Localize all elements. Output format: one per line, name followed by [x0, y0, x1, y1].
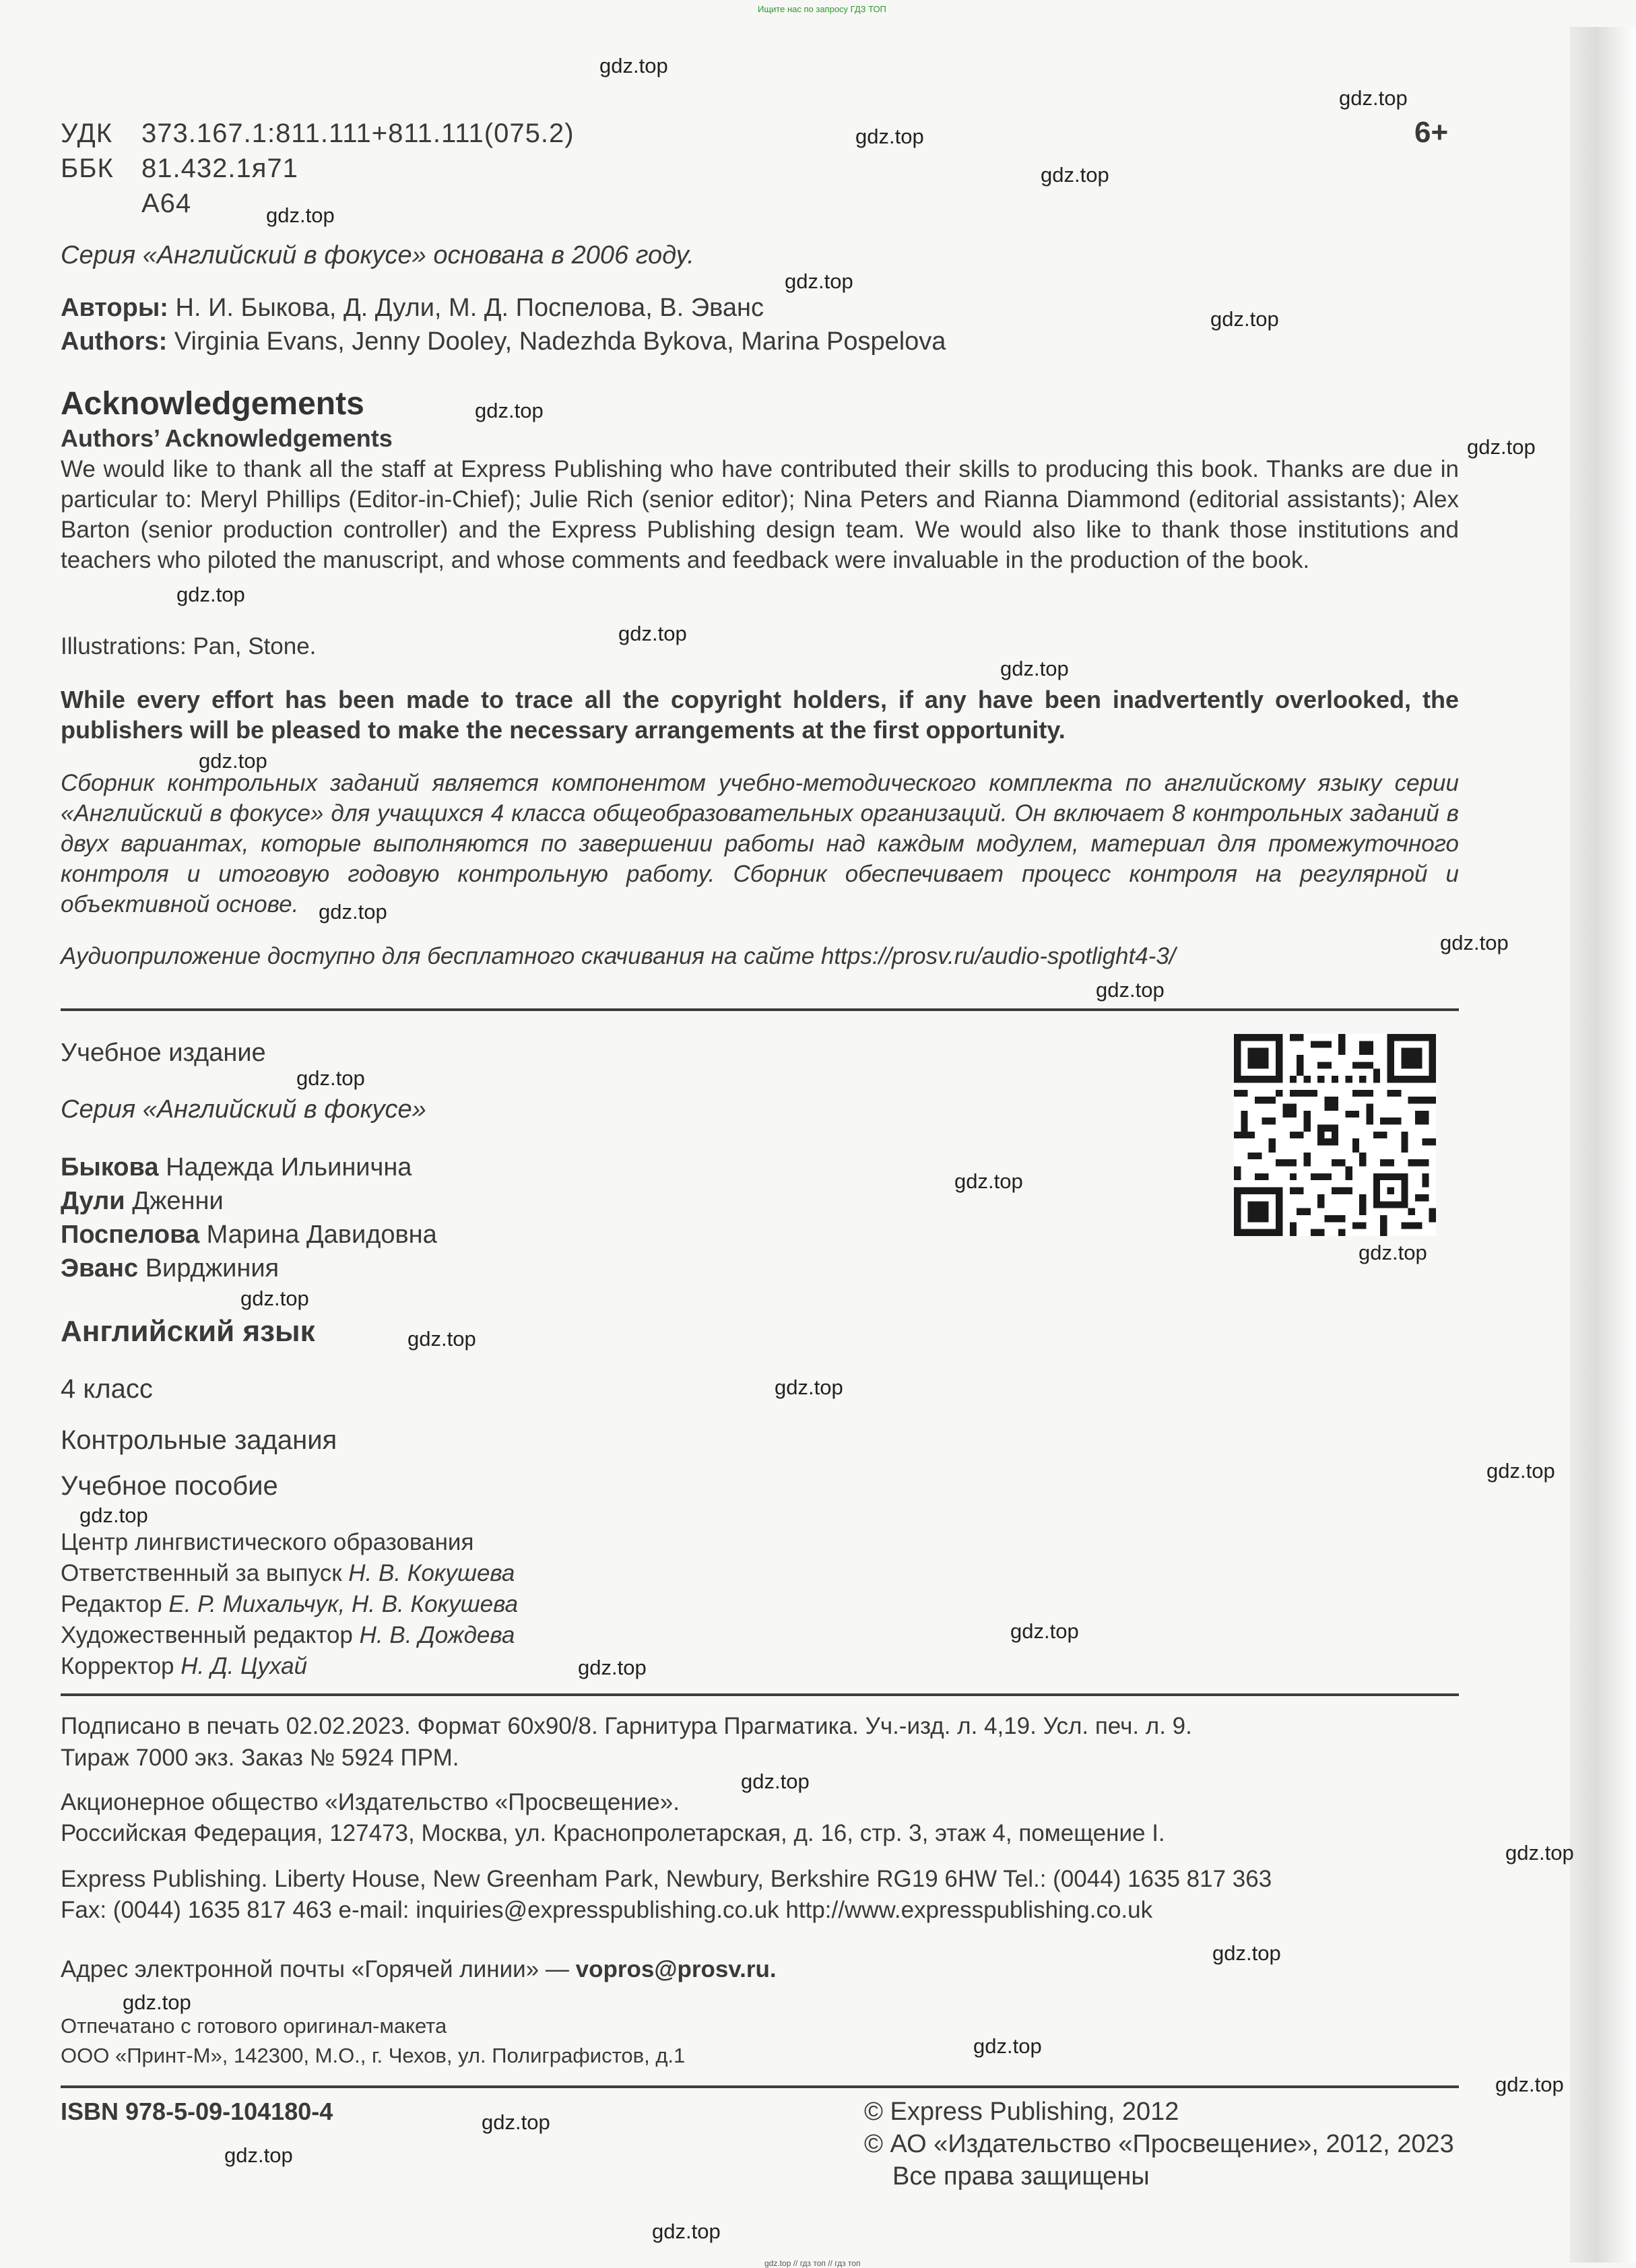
acknowledgements-heading: Acknowledgements: [61, 386, 364, 422]
bbk-label: ББК: [61, 154, 114, 183]
watermark: gdz.top: [123, 1990, 191, 2014]
watermark: gdz.top: [1096, 978, 1165, 1002]
credit-person: Е. Р. Михальчук, Н. В. Кокушева: [168, 1591, 519, 1617]
authors-ru: Н. И. Быкова, Д. Дули, М. Д. Поспелова, В. Эванс: [175, 294, 764, 322]
author-name: Марина Давидовна: [206, 1221, 437, 1249]
credit-person: Н. В. Кокушева: [348, 1560, 515, 1586]
credit-role: Ответственный за выпуск: [61, 1560, 342, 1586]
copyright-express: © Express Publishing, 2012: [864, 2098, 1179, 2126]
credit-line: [61, 1622, 515, 1649]
watermark: gdz.top: [1505, 1841, 1574, 1865]
series-name: Серия «Английский в фокусе»: [61, 1095, 426, 1124]
watermark: gdz.top: [224, 2143, 293, 2167]
watermark: gdz.top: [1212, 1941, 1281, 1965]
divider: [61, 2085, 1459, 2088]
watermark: gdz.top: [319, 900, 387, 924]
isbn: ISBN 978-5-09-104180-4: [61, 2098, 333, 2125]
watermark: gdz.top: [1467, 435, 1536, 459]
watermark: gdz.top: [176, 583, 245, 606]
credit-line: [61, 1653, 307, 1680]
author-entry: [61, 1221, 437, 1250]
authors-ru-label: Авторы:: [61, 294, 168, 322]
authors-en-label: Authors:: [61, 327, 168, 356]
age-rating: 6+: [1414, 116, 1449, 149]
credit-line: [61, 1560, 515, 1587]
publisher-line: Акционерное общество «Издательство «Просвещение».: [61, 1789, 680, 1815]
center: Центр лингвистического образования: [61, 1529, 474, 1555]
edition-type: Учебное издание: [61, 1039, 266, 1067]
credit-person: Н. В. Дождева: [359, 1622, 515, 1648]
author-name: Вирджиния: [145, 1254, 280, 1283]
acknowledgements-subheading: Authors’ Acknowledgements: [61, 424, 393, 452]
page-edge-shadow: [1569, 27, 1636, 2263]
copyright-notice: While every effort has been made to trace all the copyright holders, if any have been inadvertently overlooked, the publishers will be pleased to make the necessary arrangements at the first opportunity.: [61, 686, 1459, 744]
author-surname: Быкова: [61, 1153, 159, 1181]
watermark: gdz.top: [1000, 657, 1069, 680]
bottom-links[interactable]: gdz.top // гдз топ // гдз топ: [764, 2259, 861, 2268]
hotline-email[interactable]: vopros@prosv.ru.: [575, 1956, 777, 1982]
publisher-address: Российская Федерация, 127473, Москва, ул. Краснопролетарская, д. 16, стр. 3, этаж 4, помещение I.: [61, 1820, 1165, 1846]
watermark: gdz.top: [1440, 931, 1509, 954]
credit-role: Редактор: [61, 1591, 162, 1617]
credit-line: [61, 1591, 518, 1618]
watermark: gdz.top: [618, 622, 687, 645]
author-sign: А64: [141, 189, 192, 218]
watermark: gdz.top: [407, 1327, 476, 1351]
watermark: gdz.top: [652, 2220, 721, 2243]
watermark: gdz.top: [775, 1375, 843, 1399]
author-surname: Поспелова: [61, 1221, 200, 1249]
watermark: gdz.top: [1495, 2073, 1564, 2096]
rights-reserved: Все права защищены: [892, 2162, 1150, 2191]
watermark: gdz.top: [475, 399, 544, 422]
credit-role: Художественный редактор: [61, 1622, 353, 1648]
hotline-line: [61, 1956, 777, 1983]
book-subtitle: Контрольные задания: [61, 1425, 337, 1455]
author-surname: Эванс: [61, 1254, 139, 1283]
watermark: gdz.top: [482, 2110, 550, 2134]
printer-address: ООО «Принт-М», 142300, М.О., г. Чехов, ул. Полиграфистов, д.1: [61, 2044, 686, 2067]
print-info-line: Подписано в печать 02.02.2023. Формат 60х90/8. Гарнитура Прагматика. Уч.-изд. л. 4,19. Усл. печ. л. 9.: [61, 1713, 1192, 1739]
udk-label: УДК: [61, 119, 113, 148]
watermark: gdz.top: [855, 125, 924, 148]
watermark: gdz.top: [578, 1656, 647, 1679]
authors-en: Virginia Evans, Jenny Dooley, Nadezhda Bykova, Marina Pospelova: [174, 327, 946, 356]
hotline-label: Адрес электронной почты «Горячей линии» —: [61, 1956, 569, 1982]
watermark: gdz.top: [973, 2034, 1042, 2058]
copyright-prosv: © АО «Издательство «Просвещение», 2012, 2023: [864, 2130, 1454, 2158]
watermark: gdz.top: [1359, 1241, 1427, 1264]
author-entry: [61, 1153, 412, 1182]
watermark: gdz.top: [1486, 1459, 1555, 1483]
udk-value: 373.167.1:811.111+811.111(075.2): [141, 119, 575, 148]
express-contacts[interactable]: Fax: (0044) 1635 817 463 e-mail: inquiries@expresspublishing.co.uk http://www.expresspublishing.co.uk: [61, 1897, 1153, 1923]
book-title: Английский язык: [61, 1315, 315, 1348]
print-info-line: Тираж 7000 экз. Заказ № 5924 ПРМ.: [61, 1745, 459, 1771]
illustrations-credit: Illustrations: Pan, Stone.: [61, 633, 317, 659]
watermark: gdz.top: [1210, 307, 1279, 331]
watermark: gdz.top: [599, 54, 668, 77]
divider: [61, 1693, 1459, 1696]
authors-en-line: [61, 327, 946, 356]
express-line: Express Publishing. Liberty House, New Greenham Park, Newbury, Berkshire RG19 6HW Tel.: (0044) 1635 817 363: [61, 1866, 1272, 1892]
qr-code[interactable]: [1234, 1034, 1436, 1236]
series-founded: Серия «Английский в фокусе» основана в 2006 году.: [61, 241, 694, 269]
watermark: gdz.top: [954, 1169, 1023, 1193]
audio-note[interactable]: Аудиоприложение доступно для бесплатного скачивания на сайте https://prosv.ru/audio-spotlight4-3/: [61, 943, 1176, 969]
book-kind: Учебное пособие: [61, 1471, 278, 1501]
watermark: gdz.top: [785, 269, 853, 293]
watermark: gdz.top: [266, 203, 335, 227]
authors-ru-line: [61, 294, 764, 323]
acknowledgements-text: We would like to thank all the staff at Express Publishing who have contributed their skills to producing this book. Thanks are due in particular to: Meryl Phillips (Editor-in-Chief); Julie Rich (senior editor); Nina Peters and Rianna Diammond (editorial assistants); Alex Barton (senior production controller) and the Express Publishing design team. We would also like to thank those institutions and teachers who piloted the manuscript, and whose comments and feedback were invaluable in the production of the book.: [61, 456, 1459, 573]
watermark: gdz.top: [741, 1770, 810, 1793]
collection-description: Сборник контрольных заданий является компонентом учебно-методического комплекта по английскому языку серии «Английский в фокусе» для учащихся 4 класса общеобразовательных организаций. Он включает 8 контрольных заданий в двух вариантах, которые выполняются по завершении работы над каждым модулем, материал для промежуточного контроля и итоговую годовую контрольную работу. Сборник обеспечивает процесс контроля на регулярной и объективной основе.: [61, 770, 1459, 917]
author-surname: Дули: [61, 1187, 125, 1215]
watermark: gdz.top: [1339, 86, 1408, 110]
watermark: gdz.top: [240, 1287, 309, 1310]
bbk-value: 81.432.1я71: [141, 154, 298, 183]
author-entry: [61, 1254, 279, 1283]
watermark: gdz.top: [1041, 163, 1109, 187]
watermark: gdz.top: [79, 1503, 148, 1527]
author-name: Дженни: [132, 1187, 224, 1215]
grade: 4 класс: [61, 1374, 153, 1404]
watermark: gdz.top: [1010, 1619, 1079, 1643]
author-name: Надежда Ильинична: [166, 1153, 412, 1181]
watermark: gdz.top: [199, 749, 267, 773]
divider: [61, 1008, 1459, 1011]
author-entry: [61, 1187, 224, 1216]
credit-person: Н. Д. Цухай: [181, 1653, 308, 1679]
watermark: gdz.top: [296, 1066, 365, 1090]
printed-line: Отпечатано с готового оригинал-макета: [61, 2014, 447, 2038]
credit-role: Корректор: [61, 1653, 174, 1679]
top-search-hint[interactable]: Ищите нас по запросу ГДЗ ТОП: [758, 4, 886, 14]
